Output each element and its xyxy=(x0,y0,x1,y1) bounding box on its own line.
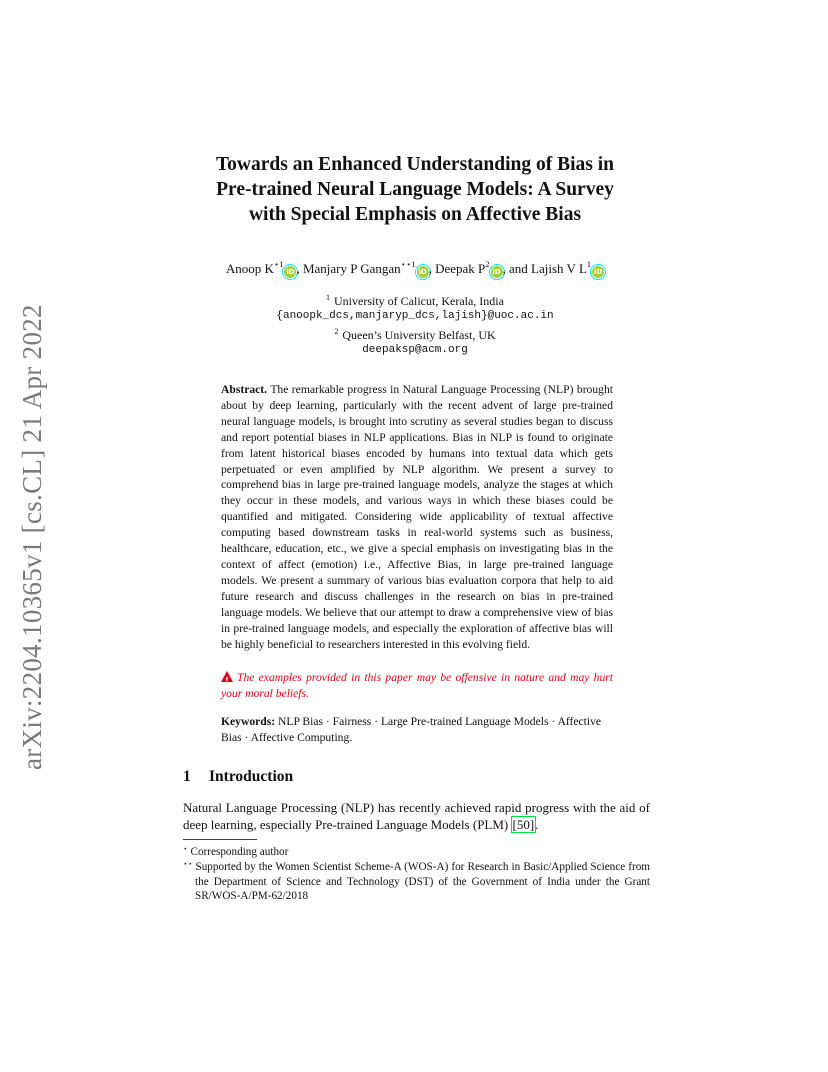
affiliations xyxy=(150,290,680,358)
author-separator: , xyxy=(428,261,436,276)
footnote-mark: ⋆ xyxy=(183,844,188,853)
author-affiliation-mark: 1 xyxy=(586,259,592,269)
author-affiliation-mark: ⋆1 xyxy=(273,259,284,269)
abstract-text: The remarkable progress in Natural Language Processing (NLP) brought about by deep learning, particularly with the recent advent of large pre-trained neural language models, is brought into scrutiny as several studies began to discuss and report potential biases in NLP applications. Bias in NLP is found to originate from latent historical biases encoded by humans into textual data which gets perpetuated or even amplified by NLP algorithm. We present a survey to comprehend bias in large pre-trained language models, analyze the stages at which they occur in these models, and various ways in which these biases could be quantified and mitigated. Considering wide applicability of textual affective computing based downstream tasks in real-world systems such as business, healthcare, education, etc., we give a special emphasis on investigating bias in the context of affect (emotion) i.e., Affective Bias, in large pre-trained language models. We present a summary of various bias evaluation corpora that help to aid future research and discuss challenges in the research on bias in pre-trained language models. We believe that our attempt to draw a comprehensive view of bias in pre-trained language models, and especially the exploration of affective bias will be highly beneficial to researchers interested in this evolving field. xyxy=(221,383,613,651)
orcid-icon[interactable]: iD xyxy=(286,268,295,276)
orcid-icon[interactable]: iD xyxy=(418,268,427,276)
warning-text: The examples provided in this paper may be offensive in nature and may hurt your moral beliefs. xyxy=(221,671,613,700)
affiliation-name: Queen’s University Belfast, UK xyxy=(342,328,496,342)
footnote-mark: ⋆⋆ xyxy=(183,859,193,868)
author-separator: , and xyxy=(502,261,532,276)
author-name: Lajish V L xyxy=(531,261,587,276)
section-title: Introduction xyxy=(209,768,294,785)
affiliation-mark: 2 xyxy=(334,327,339,336)
author-name: Manjary P Gangan xyxy=(302,261,401,276)
author-separator: , xyxy=(296,261,303,276)
section-number: 1 xyxy=(183,768,191,785)
title-line: with Special Emphasis on Affective Bias xyxy=(248,204,582,225)
orcid-icon[interactable]: iD xyxy=(492,268,501,276)
author-affiliation-mark: 2 xyxy=(485,259,490,269)
intro-text: Natural Language Processing (NLP) has recently achieved rapid progress with the aid of deep learning, especially Pre-trained Language Models (PLM) xyxy=(183,800,650,832)
title-line: Pre-trained Neural Language Models: A Survey xyxy=(216,179,614,200)
paper-title xyxy=(160,152,670,227)
footnote-text: Supported by the Women Scientist Scheme-A (WOS-A) for Research in Basic/Applied Science from the Department of Science and Technology (DST) of the Government of India under the Grant SR/WOS-A/PM-62/2018 xyxy=(195,861,650,902)
intro-paragraph xyxy=(183,800,650,833)
affiliation-email[interactable]: deepaksp@acm.org xyxy=(362,344,468,356)
footnote xyxy=(183,857,650,904)
footnote-rule xyxy=(183,839,257,840)
citation-link[interactable]: [50] xyxy=(512,816,535,832)
orcid-icon[interactable]: iD xyxy=(594,268,603,276)
keywords xyxy=(221,714,613,746)
warning-icon: ! xyxy=(221,671,233,682)
content-warning xyxy=(221,670,613,702)
intro-end: . xyxy=(535,816,539,832)
author-list xyxy=(150,259,680,278)
affiliation-email[interactable]: {anoopk_dcs,manjaryp_dcs,lajish}@uoc.ac.in xyxy=(276,310,554,322)
footnote-text: Corresponding author xyxy=(190,846,289,858)
author-affiliation-mark: ⋆⋆1 xyxy=(400,259,416,269)
author-name: Deepak P xyxy=(435,261,486,276)
arxiv-identifier[interactable]: arXiv:2204.10365v1 [cs.CL] 21 Apr 2022 xyxy=(17,304,47,770)
affiliation-mark: 1 xyxy=(326,293,331,302)
author-name: Anoop K xyxy=(225,261,274,276)
title-line: Towards an Enhanced Understanding of Bias in xyxy=(215,154,615,175)
abstract xyxy=(221,382,613,652)
keywords-label: Keywords: xyxy=(221,715,276,728)
keywords-text: NLP Bias · Fairness · Large Pre-trained Language Models · Affective Bias · Affective Computing. xyxy=(221,715,602,744)
abstract-label: Abstract. xyxy=(221,383,268,396)
section-heading xyxy=(183,768,293,786)
affiliation-name: University of Calicut, Kerala, India xyxy=(334,294,504,308)
